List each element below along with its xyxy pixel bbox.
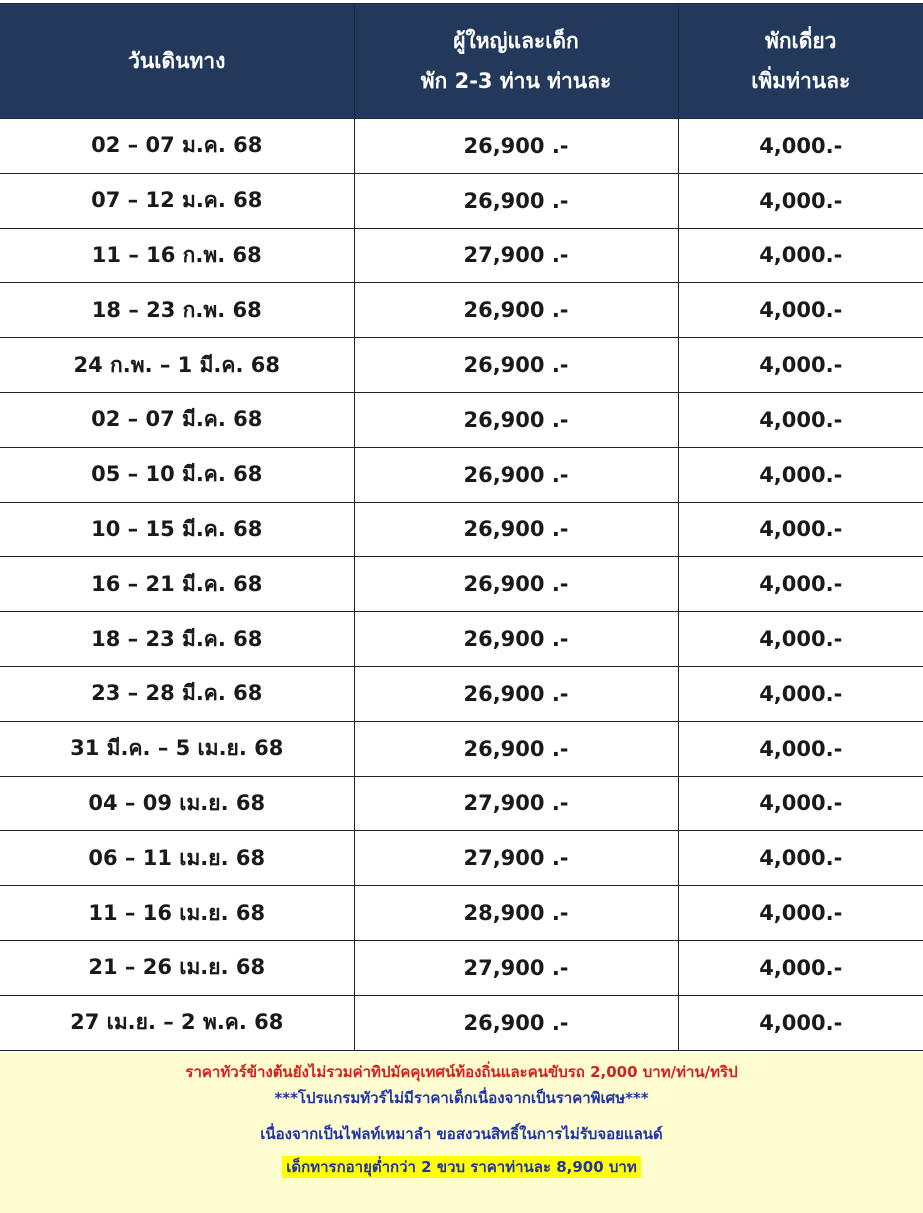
table-row (0, 940, 923, 995)
date-cell: 18 – 23 มี.ค. 68 (0, 612, 354, 667)
header-travel-date: วันเดินทาง (0, 4, 354, 119)
notes-panel (0, 1052, 923, 1213)
single-supplement-cell: 4,000.- (678, 612, 923, 667)
single-supplement-cell: 4,000.- (678, 228, 923, 283)
price-cell: 26,900 .- (354, 173, 678, 228)
note-infant-price (0, 1157, 923, 1177)
price-cell: 26,900 .- (354, 502, 678, 557)
price-cell: 26,900 .- (354, 392, 678, 447)
price-cell: 26,900 .- (354, 283, 678, 338)
table-row (0, 502, 923, 557)
date-cell: 05 – 10 มี.ค. 68 (0, 447, 354, 502)
table-row (0, 228, 923, 283)
header-single-line2: เพิ่มท่านละ (751, 69, 851, 93)
table-row (0, 886, 923, 941)
note-no-child-price: ***โปรแกรมทัวร์ไม่มีราคาเด็กเนื่องจากเป็นราคาพิเศษ*** (274, 1089, 649, 1107)
table-row (0, 173, 923, 228)
single-supplement-cell: 4,000.- (678, 502, 923, 557)
single-supplement-cell: 4,000.- (678, 940, 923, 995)
header-single-line1: พักเดี่ยว (765, 29, 837, 53)
price-cell: 26,900 .- (354, 338, 678, 393)
date-cell: 27 เม.ย. – 2 พ.ค. 68 (0, 995, 354, 1050)
table-row (0, 447, 923, 502)
date-cell: 02 – 07 มี.ค. 68 (0, 392, 354, 447)
single-supplement-cell: 4,000.- (678, 995, 923, 1050)
infant-price-highlight: เด็กทารกอายุต่ำกว่า 2 ขวบ ราคาท่านละ 8,900 บาท (282, 1156, 641, 1178)
price-cell: 26,900 .- (354, 447, 678, 502)
table-header-row (0, 4, 923, 119)
single-supplement-cell: 4,000.- (678, 831, 923, 886)
table-row (0, 721, 923, 776)
date-cell: 23 – 28 มี.ค. 68 (0, 666, 354, 721)
note-no-join-land: เนื่องจากเป็นไฟลท์เหมาลำ ขอสงวนสิทธิ์ในการไม่รับจอยแลนด์ (260, 1125, 663, 1143)
single-supplement-cell: 4,000.- (678, 338, 923, 393)
single-supplement-cell: 4,000.- (678, 776, 923, 831)
price-cell: 26,900 .- (354, 612, 678, 667)
single-supplement-cell: 4,000.- (678, 283, 923, 338)
date-cell: 16 – 21 มี.ค. 68 (0, 557, 354, 612)
date-cell: 18 – 23 ก.พ. 68 (0, 283, 354, 338)
single-supplement-cell: 4,000.- (678, 557, 923, 612)
single-supplement-cell: 4,000.- (678, 886, 923, 941)
date-cell: 04 – 09 เม.ย. 68 (0, 776, 354, 831)
table-row (0, 338, 923, 393)
single-supplement-cell: 4,000.- (678, 447, 923, 502)
price-cell: 26,900 .- (354, 721, 678, 776)
tour-price-table (0, 3, 923, 1051)
table-row (0, 557, 923, 612)
price-cell: 26,900 .- (354, 995, 678, 1050)
date-cell: 06 – 11 เม.ย. 68 (0, 831, 354, 886)
date-cell: 07 – 12 ม.ค. 68 (0, 173, 354, 228)
single-supplement-cell: 4,000.- (678, 173, 923, 228)
table-row (0, 995, 923, 1050)
date-cell: 10 – 15 มี.ค. 68 (0, 502, 354, 557)
price-cell: 27,900 .- (354, 940, 678, 995)
price-cell: 27,900 .- (354, 776, 678, 831)
date-cell: 24 ก.พ. – 1 มี.ค. 68 (0, 338, 354, 393)
date-cell: 31 มี.ค. – 5 เม.ย. 68 (0, 721, 354, 776)
date-cell: 11 – 16 เม.ย. 68 (0, 886, 354, 941)
table-body (0, 119, 923, 1051)
table-row (0, 666, 923, 721)
date-cell: 11 – 16 ก.พ. 68 (0, 228, 354, 283)
table-row (0, 612, 923, 667)
table-row (0, 283, 923, 338)
table-row (0, 776, 923, 831)
date-cell: 21 – 26 เม.ย. 68 (0, 940, 354, 995)
price-cell: 26,900 .- (354, 119, 678, 174)
header-adult-child-price (354, 4, 678, 119)
table-row (0, 831, 923, 886)
table-row (0, 119, 923, 174)
price-cell: 28,900 .- (354, 886, 678, 941)
date-cell: 02 – 07 ม.ค. 68 (0, 119, 354, 174)
price-cell: 26,900 .- (354, 557, 678, 612)
table-row (0, 392, 923, 447)
price-cell: 27,900 .- (354, 228, 678, 283)
note-tip-excluded: ราคาทัวร์ข้างต้นยังไม่รวมค่าทิปมัคคุเทศน์ท้องถิ่นและคนขับรถ 2,000 บาท/ท่าน/ทริป (185, 1063, 738, 1081)
single-supplement-cell: 4,000.- (678, 119, 923, 174)
single-supplement-cell: 4,000.- (678, 666, 923, 721)
price-cell: 27,900 .- (354, 831, 678, 886)
header-adult-child-line1: ผู้ใหญ่และเด็ก (453, 29, 579, 53)
single-supplement-cell: 4,000.- (678, 721, 923, 776)
price-cell: 26,900 .- (354, 666, 678, 721)
header-single-supplement (678, 4, 923, 119)
single-supplement-cell: 4,000.- (678, 392, 923, 447)
header-adult-child-line2: พัก 2-3 ท่าน ท่านละ (420, 69, 612, 93)
